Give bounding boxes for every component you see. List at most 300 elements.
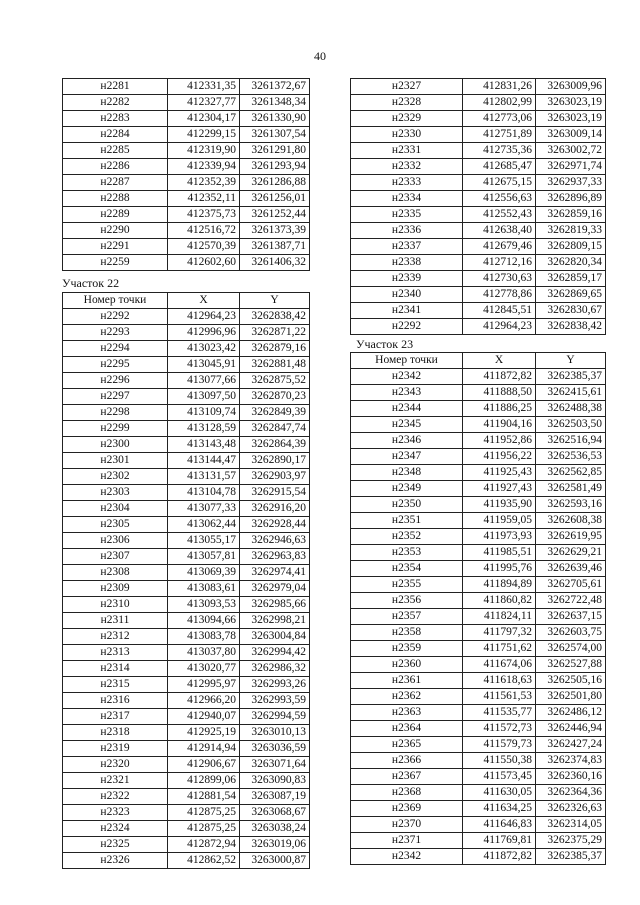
x-coordinate-cell: 411535,77 (463, 705, 536, 721)
point-number-cell: н2303 (63, 485, 168, 501)
point-number-cell: н2342 (351, 849, 463, 865)
point-number-cell: н2283 (63, 111, 168, 127)
point-number-cell: н2363 (351, 705, 463, 721)
point-number-cell: н2300 (63, 437, 168, 453)
point-number-cell: н2354 (351, 561, 463, 577)
point-number-cell: н2286 (63, 159, 168, 175)
point-number-cell: н2329 (351, 111, 463, 127)
point-number-cell: н2351 (351, 513, 463, 529)
point-number-cell: н2356 (351, 593, 463, 609)
point-number-cell: н2331 (351, 143, 463, 159)
table-row (63, 725, 310, 741)
x-coordinate-cell: 411952,86 (463, 433, 536, 449)
point-number-cell: н2259 (63, 255, 168, 271)
table-row (63, 597, 310, 613)
y-coordinate-cell: 3262364,36 (536, 785, 606, 801)
y-coordinate-cell: 3262903,97 (240, 469, 310, 485)
y-coordinate-cell: 3262593,16 (536, 497, 606, 513)
x-coordinate-cell: 411888,50 (463, 385, 536, 401)
x-coordinate-cell: 412352,39 (168, 175, 240, 191)
table-row (63, 143, 310, 159)
point-number-cell: н2306 (63, 533, 168, 549)
x-coordinate-cell: 413045,91 (168, 357, 240, 373)
x-coordinate-cell: 413077,66 (168, 373, 240, 389)
point-number-cell: н2292 (63, 309, 168, 325)
point-number-cell: н2290 (63, 223, 168, 239)
x-coordinate-cell: 413069,39 (168, 565, 240, 581)
table-row (351, 481, 606, 497)
x-coordinate-cell: 412906,67 (168, 757, 240, 773)
y-coordinate-cell: 3262838,42 (240, 309, 310, 325)
x-coordinate-cell: 412940,07 (168, 709, 240, 725)
y-coordinate-cell: 3262859,17 (536, 271, 606, 287)
y-coordinate-cell: 3262963,83 (240, 549, 310, 565)
x-coordinate-cell: 412872,94 (168, 837, 240, 853)
point-number-cell: н2352 (351, 529, 463, 545)
x-coordinate-cell: 413104,78 (168, 485, 240, 501)
x-coordinate-cell: 413062,44 (168, 517, 240, 533)
point-number-cell: н2313 (63, 645, 168, 661)
point-number-cell: н2368 (351, 785, 463, 801)
table-row (63, 357, 310, 373)
x-coordinate-cell: 412966,20 (168, 693, 240, 709)
table-row (351, 753, 606, 769)
table-row (351, 175, 606, 191)
y-coordinate-cell: 3262415,61 (536, 385, 606, 401)
table-row (63, 853, 310, 869)
y-coordinate-cell: 3262998,21 (240, 613, 310, 629)
y-coordinate-cell: 3261286,88 (240, 175, 310, 191)
x-coordinate-cell: 411550,38 (463, 753, 536, 769)
table-row (351, 609, 606, 625)
x-coordinate-cell: 412914,94 (168, 741, 240, 757)
y-coordinate-cell: 3262722,48 (536, 593, 606, 609)
y-coordinate-cell: 3262890,17 (240, 453, 310, 469)
x-coordinate-cell: 413037,80 (168, 645, 240, 661)
table-row (63, 741, 310, 757)
y-coordinate-cell: 3262937,33 (536, 175, 606, 191)
point-number-cell: н2358 (351, 625, 463, 641)
table-row (351, 673, 606, 689)
point-number-cell: н2308 (63, 565, 168, 581)
y-coordinate-cell: 3262536,53 (536, 449, 606, 465)
x-coordinate-cell: 412552,43 (463, 207, 536, 223)
y-coordinate-cell: 3263071,64 (240, 757, 310, 773)
point-number-cell: н2320 (63, 757, 168, 773)
table-row (63, 373, 310, 389)
x-coordinate-cell: 412352,11 (168, 191, 240, 207)
table-row (63, 501, 310, 517)
table-row (351, 705, 606, 721)
point-number-cell: н2292 (351, 319, 463, 335)
point-number-cell: н2324 (63, 821, 168, 837)
point-number-cell: н2343 (351, 385, 463, 401)
y-coordinate-cell: 3261291,80 (240, 143, 310, 159)
point-number-cell: н2323 (63, 805, 168, 821)
table-row (351, 385, 606, 401)
point-number-cell: н2321 (63, 773, 168, 789)
y-coordinate-cell: 3262819,33 (536, 223, 606, 239)
point-number-cell: н2362 (351, 689, 463, 705)
y-coordinate-cell: 3262994,42 (240, 645, 310, 661)
y-coordinate-cell: 3262608,38 (536, 513, 606, 529)
y-coordinate-cell: 3262581,49 (536, 481, 606, 497)
x-coordinate-cell: 411894,89 (463, 577, 536, 593)
table-header-row (351, 353, 606, 369)
x-coordinate-cell: 412925,19 (168, 725, 240, 741)
x-coordinate-cell: 412875,25 (168, 805, 240, 821)
point-number-cell: н2342 (351, 369, 463, 385)
y-coordinate-cell: 3262830,67 (536, 303, 606, 319)
table-row (63, 565, 310, 581)
y-coordinate-cell: 3262446,94 (536, 721, 606, 737)
table-row (351, 401, 606, 417)
y-coordinate-cell: 3262375,29 (536, 833, 606, 849)
x-coordinate-cell: 413023,42 (168, 341, 240, 357)
header-y: Y (536, 353, 606, 369)
table-row (351, 369, 606, 385)
point-number-cell: н2305 (63, 517, 168, 533)
x-coordinate-cell: 412375,73 (168, 207, 240, 223)
x-coordinate-cell: 413144,47 (168, 453, 240, 469)
table-row (63, 469, 310, 485)
point-number-cell: н2327 (351, 79, 463, 95)
point-number-cell: н2333 (351, 175, 463, 191)
table-row (351, 449, 606, 465)
table-row (63, 453, 310, 469)
y-coordinate-cell: 3262820,34 (536, 255, 606, 271)
point-number-cell: н2339 (351, 271, 463, 287)
table-row (63, 709, 310, 725)
table-row (63, 309, 310, 325)
x-coordinate-cell: 411886,25 (463, 401, 536, 417)
table-row (351, 255, 606, 271)
point-number-cell: н2361 (351, 673, 463, 689)
point-number-cell: н2299 (63, 421, 168, 437)
x-coordinate-cell: 412556,63 (463, 191, 536, 207)
y-coordinate-cell: 3261406,32 (240, 255, 310, 271)
point-number-cell: н2287 (63, 175, 168, 191)
x-coordinate-cell: 411925,43 (463, 465, 536, 481)
x-coordinate-cell: 412712,16 (463, 255, 536, 271)
y-coordinate-cell: 3261293,94 (240, 159, 310, 175)
table-row (63, 549, 310, 565)
table-row (351, 223, 606, 239)
x-coordinate-cell: 412638,40 (463, 223, 536, 239)
table-row (351, 271, 606, 287)
y-coordinate-cell: 3263009,14 (536, 127, 606, 143)
point-number-cell: н2317 (63, 709, 168, 725)
header-y: Y (240, 293, 310, 309)
table-row (63, 79, 310, 95)
y-coordinate-cell: 3262705,61 (536, 577, 606, 593)
header-x: X (168, 293, 240, 309)
y-coordinate-cell: 3261330,90 (240, 111, 310, 127)
x-coordinate-cell: 411573,45 (463, 769, 536, 785)
y-coordinate-cell: 3262993,59 (240, 693, 310, 709)
y-coordinate-cell: 3263087,19 (240, 789, 310, 805)
table-row (351, 785, 606, 801)
point-number-cell: н2336 (351, 223, 463, 239)
table-row (63, 389, 310, 405)
x-coordinate-cell: 413094,66 (168, 613, 240, 629)
table-row (351, 159, 606, 175)
point-number-cell: н2360 (351, 657, 463, 673)
x-coordinate-cell: 411959,05 (463, 513, 536, 529)
table-header-row (63, 293, 310, 309)
table-row (351, 593, 606, 609)
x-coordinate-cell: 411872,82 (463, 369, 536, 385)
table-row (351, 433, 606, 449)
point-number-cell: н2307 (63, 549, 168, 565)
table-row (351, 303, 606, 319)
page-number: 40 (314, 49, 326, 63)
point-number-cell: н2325 (63, 837, 168, 853)
x-coordinate-cell: 412319,90 (168, 143, 240, 159)
table-row (63, 613, 310, 629)
x-coordinate-cell: 413083,78 (168, 629, 240, 645)
x-coordinate-cell: 411674,06 (463, 657, 536, 673)
table-row (63, 223, 310, 239)
y-coordinate-cell: 3263023,19 (536, 111, 606, 127)
table-row (351, 801, 606, 817)
x-coordinate-cell: 411985,51 (463, 545, 536, 561)
coordinates-table-right-top (350, 78, 606, 335)
x-coordinate-cell: 413020,77 (168, 661, 240, 677)
y-coordinate-cell: 3262629,21 (536, 545, 606, 561)
y-coordinate-cell: 3261256,01 (240, 191, 310, 207)
table-row (351, 143, 606, 159)
y-coordinate-cell: 3262603,75 (536, 625, 606, 641)
x-coordinate-cell: 412899,06 (168, 773, 240, 789)
x-coordinate-cell: 411872,82 (463, 849, 536, 865)
y-coordinate-cell: 3262946,63 (240, 533, 310, 549)
x-coordinate-cell: 411797,32 (463, 625, 536, 641)
x-coordinate-cell: 411634,25 (463, 801, 536, 817)
point-number-cell: н2337 (351, 239, 463, 255)
x-coordinate-cell: 412331,35 (168, 79, 240, 95)
y-coordinate-cell: 3262527,88 (536, 657, 606, 673)
table-row (351, 641, 606, 657)
x-coordinate-cell: 412845,51 (463, 303, 536, 319)
point-number-cell: н2285 (63, 143, 168, 159)
table-row (351, 689, 606, 705)
y-coordinate-cell: 3262859,16 (536, 207, 606, 223)
y-coordinate-cell: 3262915,54 (240, 485, 310, 501)
x-coordinate-cell: 411973,93 (463, 529, 536, 545)
point-number-cell: н2293 (63, 325, 168, 341)
point-number-cell: н2296 (63, 373, 168, 389)
table-row (63, 805, 310, 821)
point-number-cell: н2346 (351, 433, 463, 449)
y-coordinate-cell: 3262986,32 (240, 661, 310, 677)
point-number-cell: н2349 (351, 481, 463, 497)
y-coordinate-cell: 3263023,19 (536, 95, 606, 111)
x-coordinate-cell: 413077,33 (168, 501, 240, 517)
table-row (63, 405, 310, 421)
point-number-cell: н2326 (63, 853, 168, 869)
table-row (63, 661, 310, 677)
table-row (351, 513, 606, 529)
y-coordinate-cell: 3262505,16 (536, 673, 606, 689)
point-number-cell: н2370 (351, 817, 463, 833)
x-coordinate-cell: 412516,72 (168, 223, 240, 239)
y-coordinate-cell: 3262619,95 (536, 529, 606, 545)
table-row (63, 837, 310, 853)
point-number-cell: н2314 (63, 661, 168, 677)
y-coordinate-cell: 3262639,46 (536, 561, 606, 577)
y-coordinate-cell: 3263036,59 (240, 741, 310, 757)
y-coordinate-cell: 3262974,41 (240, 565, 310, 581)
y-coordinate-cell: 3261372,67 (240, 79, 310, 95)
point-number-cell: н2330 (351, 127, 463, 143)
point-number-cell: н2366 (351, 753, 463, 769)
table-row (63, 255, 310, 271)
table-row (351, 561, 606, 577)
x-coordinate-cell: 412751,89 (463, 127, 536, 143)
point-number-cell: н2357 (351, 609, 463, 625)
table-row (63, 629, 310, 645)
x-coordinate-cell: 412327,77 (168, 95, 240, 111)
section-22-label: Участок 22 (62, 276, 120, 290)
x-coordinate-cell: 411561,53 (463, 689, 536, 705)
x-coordinate-cell: 411904,16 (463, 417, 536, 433)
point-number-cell: н2345 (351, 417, 463, 433)
y-coordinate-cell: 3262869,65 (536, 287, 606, 303)
section-23-label: Участок 23 (356, 337, 414, 351)
y-coordinate-cell: 3263010,13 (240, 725, 310, 741)
point-number-cell: н2304 (63, 501, 168, 517)
y-coordinate-cell: 3263002,72 (536, 143, 606, 159)
point-number-cell: н2289 (63, 207, 168, 223)
x-coordinate-cell: 411618,63 (463, 673, 536, 689)
table-row (63, 437, 310, 453)
table-row (63, 677, 310, 693)
table-row (63, 645, 310, 661)
table-row (351, 657, 606, 673)
table-row (351, 497, 606, 513)
table-row (351, 127, 606, 143)
x-coordinate-cell: 412778,86 (463, 287, 536, 303)
point-number-cell: н2312 (63, 629, 168, 645)
point-number-cell: н2301 (63, 453, 168, 469)
table-row (63, 821, 310, 837)
y-coordinate-cell: 3262374,83 (536, 753, 606, 769)
x-coordinate-cell: 412862,52 (168, 853, 240, 869)
x-coordinate-cell: 412964,23 (168, 309, 240, 325)
table-row (63, 95, 310, 111)
y-coordinate-cell: 3262562,85 (536, 465, 606, 481)
point-number-cell: н2340 (351, 287, 463, 303)
x-coordinate-cell: 411956,22 (463, 449, 536, 465)
table-row (63, 421, 310, 437)
point-number-cell: н2311 (63, 613, 168, 629)
y-coordinate-cell: 3262501,80 (536, 689, 606, 705)
point-number-cell: н2347 (351, 449, 463, 465)
y-coordinate-cell: 3263019,06 (240, 837, 310, 853)
table-row (63, 207, 310, 223)
x-coordinate-cell: 412304,17 (168, 111, 240, 127)
y-coordinate-cell: 3262360,16 (536, 769, 606, 785)
point-number-cell: н2302 (63, 469, 168, 485)
x-coordinate-cell: 412773,06 (463, 111, 536, 127)
table-row (351, 721, 606, 737)
y-coordinate-cell: 3262870,23 (240, 389, 310, 405)
point-number-cell: н2369 (351, 801, 463, 817)
table-row (63, 485, 310, 501)
x-coordinate-cell: 412964,23 (463, 319, 536, 335)
point-number-cell: н2334 (351, 191, 463, 207)
table-row (63, 757, 310, 773)
y-coordinate-cell: 3262881,48 (240, 357, 310, 373)
point-number-cell: н2355 (351, 577, 463, 593)
point-number-cell: н2295 (63, 357, 168, 373)
point-number-cell: н2310 (63, 597, 168, 613)
table-row (351, 577, 606, 593)
x-coordinate-cell: 411935,90 (463, 497, 536, 513)
point-number-cell: н2344 (351, 401, 463, 417)
coordinates-table-section-23 (350, 352, 606, 865)
x-coordinate-cell: 412730,63 (463, 271, 536, 287)
x-coordinate-cell: 412735,36 (463, 143, 536, 159)
y-coordinate-cell: 3263090,83 (240, 773, 310, 789)
y-coordinate-cell: 3263004,84 (240, 629, 310, 645)
table-row (63, 111, 310, 127)
table-row (351, 95, 606, 111)
point-number-cell: н2318 (63, 725, 168, 741)
y-coordinate-cell: 3262875,52 (240, 373, 310, 389)
table-row (63, 581, 310, 597)
point-number-cell: н2281 (63, 79, 168, 95)
x-coordinate-cell: 411646,83 (463, 817, 536, 833)
header-x: X (463, 353, 536, 369)
point-number-cell: н2364 (351, 721, 463, 737)
table-row (351, 769, 606, 785)
x-coordinate-cell: 413131,57 (168, 469, 240, 485)
x-coordinate-cell: 413109,74 (168, 405, 240, 421)
x-coordinate-cell: 412995,97 (168, 677, 240, 693)
y-coordinate-cell: 3262864,39 (240, 437, 310, 453)
y-coordinate-cell: 3263009,96 (536, 79, 606, 95)
table-row (351, 417, 606, 433)
point-number-cell: н2291 (63, 239, 168, 255)
y-coordinate-cell: 3262637,15 (536, 609, 606, 625)
x-coordinate-cell: 412602,60 (168, 255, 240, 271)
point-number-cell: н2359 (351, 641, 463, 657)
y-coordinate-cell: 3262896,89 (536, 191, 606, 207)
y-coordinate-cell: 3262385,37 (536, 849, 606, 865)
point-number-cell: н2353 (351, 545, 463, 561)
x-coordinate-cell: 412802,99 (463, 95, 536, 111)
point-number-cell: н2297 (63, 389, 168, 405)
y-coordinate-cell: 3262488,38 (536, 401, 606, 417)
y-coordinate-cell: 3262503,50 (536, 417, 606, 433)
point-number-cell: н2365 (351, 737, 463, 753)
x-coordinate-cell: 413097,50 (168, 389, 240, 405)
point-number-cell: н2328 (351, 95, 463, 111)
y-coordinate-cell: 3261387,71 (240, 239, 310, 255)
table-row (63, 693, 310, 709)
point-number-cell: н2284 (63, 127, 168, 143)
point-number-cell: н2367 (351, 769, 463, 785)
y-coordinate-cell: 3262871,22 (240, 325, 310, 341)
table-row (63, 789, 310, 805)
table-row (63, 191, 310, 207)
table-row (63, 341, 310, 357)
point-number-cell: н2335 (351, 207, 463, 223)
point-number-cell: н2322 (63, 789, 168, 805)
x-coordinate-cell: 411824,11 (463, 609, 536, 625)
